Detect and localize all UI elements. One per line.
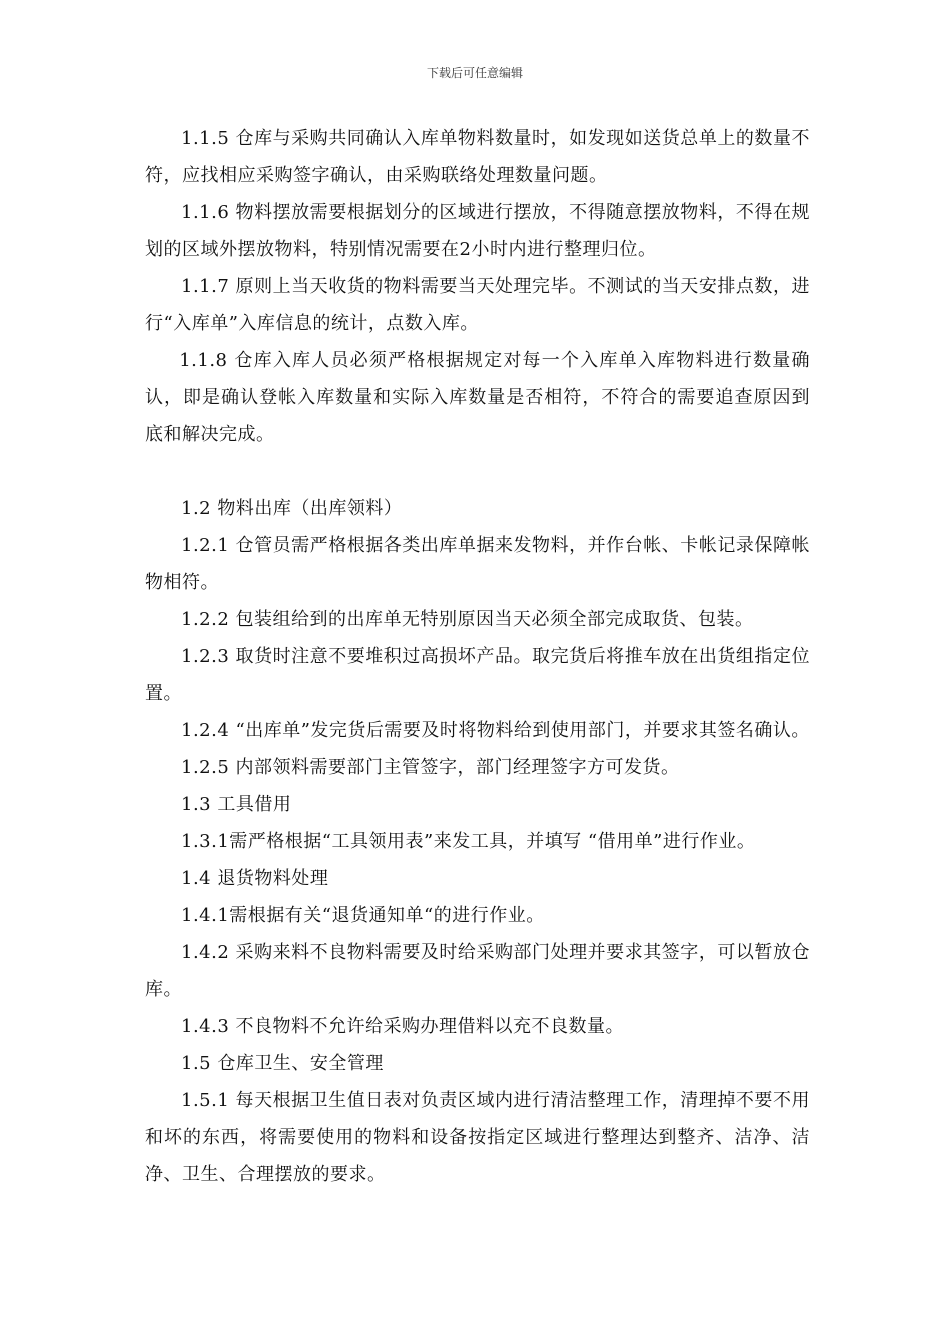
- document-body: [145, 120, 810, 1193]
- paragraph-1-1-6: 1.1.6 物料摆放需要根据划分的区域进行摆放，不得随意摆放物料，不得在规划的区域外摆放物料，特别情况需要在2小时内进行整理归位。: [145, 202, 810, 260]
- heading-1-5: 1.5 仓库卫生、安全管理: [181, 1053, 384, 1074]
- heading-1-2: 1.2 物料出库（出库领料）: [181, 498, 403, 519]
- header-note: 下载后可任意编辑: [426, 66, 523, 80]
- paragraph-1-2-4: 1.2.4 “出库单”发完货后需要及时将物料给到使用部门，并要求其签名确认。: [181, 720, 810, 741]
- section-gap: [145, 453, 810, 490]
- paragraph-1-1-7: 1.1.7 原则上当天收货的物料需要当天处理完毕。不测试的当天安排点数，进行“入库单”入库信息的统计，点数入库。: [145, 276, 810, 334]
- heading-1-3: 1.3 工具借用: [181, 794, 292, 815]
- paragraph-1-2-5: 1.2.5 内部领料需要部门主管签字，部门经理签字方可发货。: [181, 757, 680, 778]
- heading-1-4: 1.4 退货物料处理: [181, 868, 329, 889]
- paragraph-1-4-3: 1.4.3 不良物料不允许给采购办理借料以充不良数量。: [181, 1016, 625, 1037]
- paragraph-1-4-1: 1.4.1需根据有关“退货通知单“的进行作业。: [181, 905, 545, 926]
- paragraph-1-1-8: 1.1.8 仓库入库人员必须严格根据规定对每一个入库单入库物料进行数量确认，即是确认登帐入库数量和实际入库数量是否相符，不符合的需要追查原因到底和解决完成。: [145, 350, 810, 445]
- paragraph-1-4-2: 1.4.2 采购来料不良物料需要及时给采购部门处理并要求其签字，可以暂放仓库。: [145, 942, 810, 1000]
- paragraph-1-3-1: 1.3.1需严格根据“工具领用表”来发工具，并填写 “借用单”进行作业。: [181, 831, 756, 852]
- paragraph-1-2-1: 1.2.1 仓管员需严格根据各类出库单据来发物料，并作台帐、卡帐记录保障帐物相符。: [145, 535, 810, 593]
- paragraph-1-2-3: 1.2.3 取货时注意不要堆积过高损坏产品。取完货后将推车放在出货组指定位置。: [145, 646, 810, 704]
- paragraph-1-2-2: 1.2.2 包装组给到的出库单无特别原因当天必须全部完成取货、包装。: [181, 609, 754, 630]
- paragraph-1-5-1: 1.5.1 每天根据卫生值日表对负责区域内进行清洁整理工作，清理掉不要不用和坏的东西，将需要使用的物料和设备按指定区域进行整理达到整齐、洁净、洁净、卫生、合理摆放的要求。: [145, 1090, 810, 1185]
- paragraph-1-1-5: 1.1.5 仓库与采购共同确认入库单物料数量时，如发现如送货总单上的数量不符，应找相应采购签字确认，由采购联络处理数量问题。: [145, 128, 810, 186]
